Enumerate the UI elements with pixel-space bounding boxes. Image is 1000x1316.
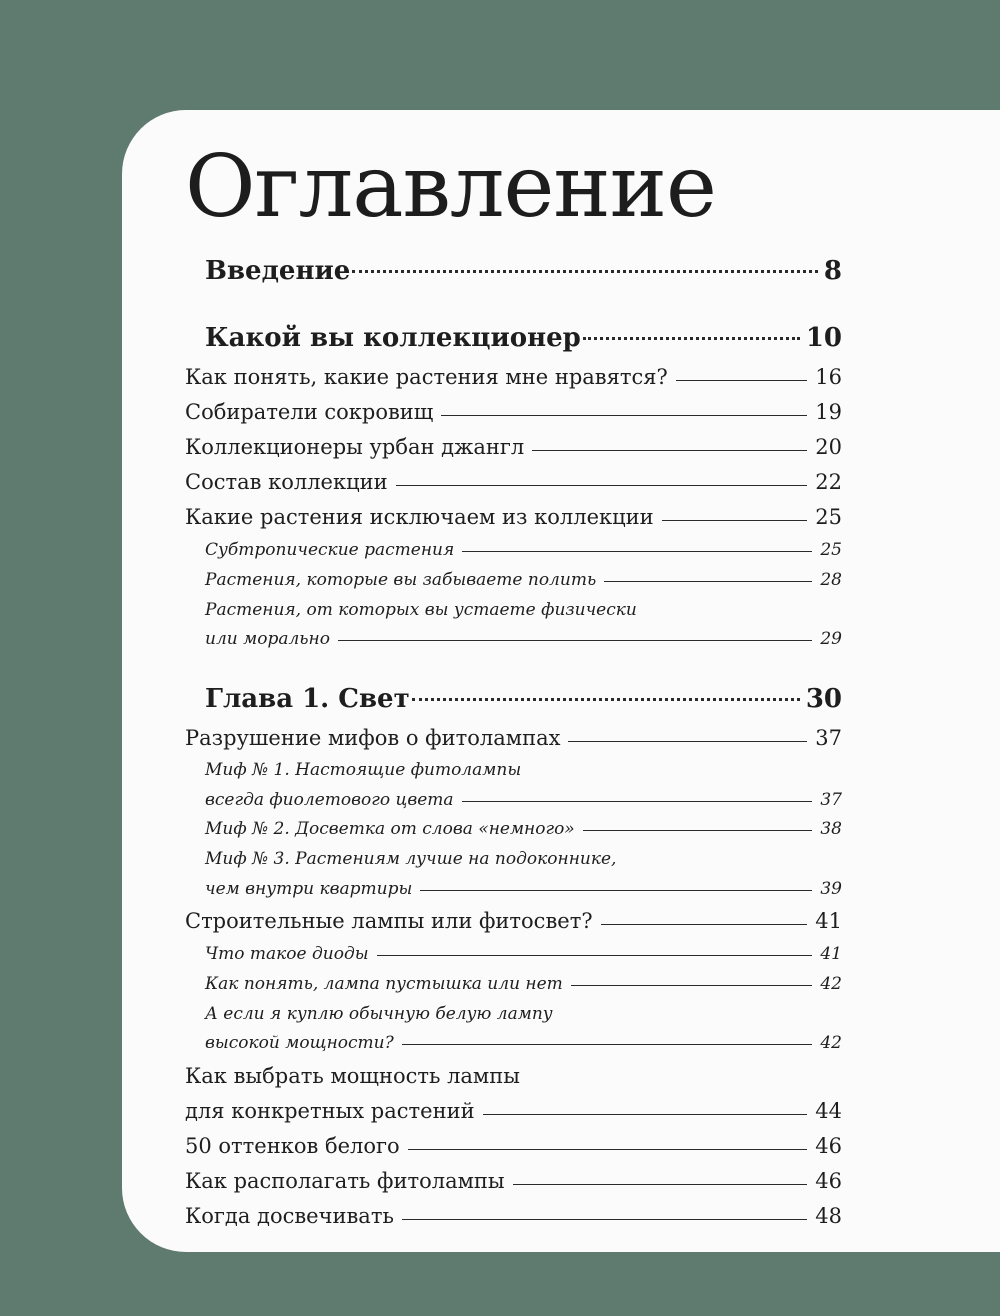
line-leader	[571, 985, 813, 986]
toc-page-number: 41	[820, 944, 842, 964]
toc-entry-text: Разрушение мифов о фитолампах	[185, 726, 561, 750]
toc-subsection-line1[interactable]	[205, 1004, 553, 1032]
dotted-leader	[352, 270, 818, 273]
toc-entry-text: Строительные лампы или фитосвет?	[185, 909, 593, 933]
toc-entry-text: Как располагать фитолампы	[185, 1169, 505, 1193]
toc-section[interactable]	[185, 726, 842, 760]
toc-entry-text: Когда досвечивать	[185, 1204, 394, 1228]
toc-page-number: 30	[805, 684, 842, 714]
toc-entry-text: Миф № 2. Досветка от слова «немного»	[205, 819, 575, 839]
line-leader	[462, 801, 813, 802]
line-leader	[513, 1184, 808, 1185]
toc-subsection[interactable]	[205, 819, 842, 847]
toc-page-number: 28	[820, 570, 842, 590]
toc-page-number: 42	[820, 974, 842, 994]
toc-entry-text: Какой вы коллекционер	[205, 323, 581, 353]
toc-page-number: 8	[823, 256, 842, 286]
toc-subsection[interactable]	[205, 570, 842, 598]
toc-entry-text: Коллекционеры урбан джангл	[185, 435, 525, 459]
toc-subsection-line2[interactable]	[205, 629, 842, 657]
line-leader	[396, 485, 808, 486]
toc-section-line2[interactable]	[185, 1099, 842, 1133]
toc-page-number: 44	[815, 1099, 842, 1123]
line-leader	[462, 551, 812, 552]
line-leader	[583, 830, 813, 831]
toc-section[interactable]	[185, 1134, 842, 1168]
line-leader	[377, 955, 813, 956]
toc-subsection-line1[interactable]	[205, 760, 521, 788]
line-leader	[402, 1044, 813, 1045]
toc-entry-text: 50 оттенков белого	[185, 1134, 400, 1158]
toc-subsection-line1[interactable]	[205, 849, 616, 877]
toc-entry-text: Как понять, какие растения мне нравятся?	[185, 365, 668, 389]
toc-entry-text: Состав коллекции	[185, 470, 388, 494]
toc-entry-text: Введение	[205, 256, 351, 286]
toc-page-number: 16	[815, 365, 842, 389]
toc-entry-text: Миф № 1. Настоящие фитолампы	[205, 760, 522, 780]
toc-subsection[interactable]	[205, 974, 842, 1002]
page-title: Оглавление	[185, 137, 716, 237]
toc-entry-text: Глава 1. Свет	[205, 684, 410, 714]
toc-subsection[interactable]	[205, 540, 842, 568]
line-leader	[408, 1149, 808, 1150]
toc-subsection-line1[interactable]	[205, 600, 637, 628]
toc-section[interactable]	[185, 1169, 842, 1203]
line-leader	[402, 1219, 807, 1220]
toc-entry-text: всегда фиолетового цвета	[205, 790, 454, 810]
toc-section[interactable]	[185, 400, 842, 434]
toc-subsection-line2[interactable]	[205, 1033, 842, 1061]
toc-page-number: 25	[815, 505, 842, 529]
toc-page-number: 41	[815, 909, 842, 933]
toc-subsection-line2[interactable]	[205, 879, 842, 907]
line-leader	[441, 415, 807, 416]
line-leader	[604, 581, 812, 582]
toc-section[interactable]	[185, 909, 842, 943]
toc-entry-text: Как понять, лампа пустышка или нет	[205, 974, 563, 994]
line-leader	[676, 380, 808, 381]
toc-entry-text: Что такое диоды	[205, 944, 369, 964]
line-leader	[483, 1114, 808, 1115]
toc-entry-text: высокой мощности?	[205, 1033, 394, 1053]
dotted-leader	[583, 337, 800, 340]
toc-entry-text: А если я куплю обычную белую лампу	[205, 1004, 553, 1024]
line-leader	[338, 640, 812, 641]
toc-page-number: 46	[815, 1134, 842, 1158]
toc-entry-text: Растения, от которых вы устаете физически	[205, 600, 637, 620]
toc-page-number: 29	[820, 629, 842, 649]
toc-section[interactable]	[185, 365, 842, 399]
toc-section[interactable]	[185, 470, 842, 504]
toc-entry-text: Как выбрать мощность лампы	[185, 1064, 520, 1088]
toc-entry-text: Субтропические растения	[205, 540, 455, 560]
toc-page-number: 46	[815, 1169, 842, 1193]
toc-page-number: 20	[815, 435, 842, 459]
toc-entry-text: для конкретных растений	[185, 1099, 475, 1123]
line-leader	[662, 520, 808, 521]
toc-page-number: 37	[815, 726, 842, 750]
toc-section-line1[interactable]	[185, 1064, 520, 1098]
toc-page-number: 22	[815, 470, 842, 494]
toc-page-number: 37	[820, 790, 842, 810]
line-leader	[568, 741, 807, 742]
toc-entry-text: Какие растения исключаем из коллекции	[185, 505, 654, 529]
toc-page-number: 42	[820, 1033, 842, 1053]
line-leader	[420, 890, 812, 891]
toc-chapter-introduction[interactable]	[205, 256, 842, 296]
toc-chapter-collector[interactable]	[205, 323, 842, 363]
toc-section[interactable]	[185, 435, 842, 469]
line-leader	[601, 924, 808, 925]
toc-section[interactable]	[185, 505, 842, 539]
dotted-leader	[412, 698, 800, 701]
toc-page-number: 10	[805, 323, 842, 353]
toc-subsection[interactable]	[205, 944, 842, 972]
toc-page-number: 38	[820, 819, 842, 839]
toc-entry-text: чем внутри квартиры	[205, 879, 413, 899]
toc-section[interactable]	[185, 1204, 842, 1238]
toc-entry-text: или морально	[205, 629, 330, 649]
toc-page-number: 19	[815, 400, 842, 424]
toc-chapter-light[interactable]	[205, 684, 842, 724]
toc-page-number: 25	[820, 540, 842, 560]
toc-entry-text: Собиратели сокровищ	[185, 400, 434, 424]
line-leader	[532, 450, 807, 451]
toc-page-number: 39	[820, 879, 842, 899]
toc-subsection-line2[interactable]	[205, 790, 842, 818]
toc-page-number: 48	[815, 1204, 842, 1228]
toc-entry-text: Миф № 3. Растениям лучше на подоконнике,	[205, 849, 617, 869]
toc-entry-text: Растения, которые вы забываете полить	[205, 570, 597, 590]
